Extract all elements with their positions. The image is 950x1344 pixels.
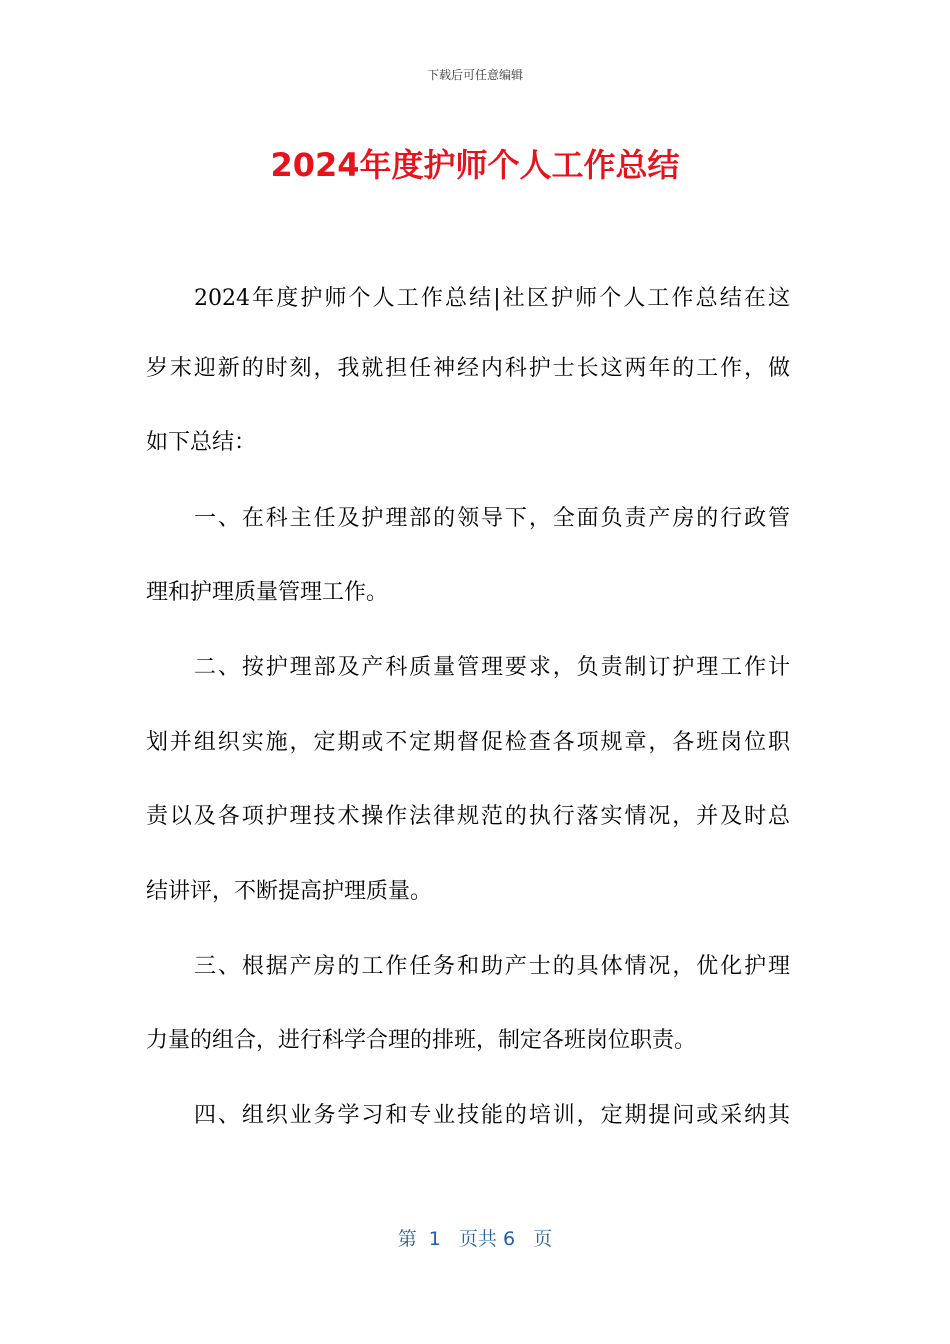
document-title: 2024年度护师个人工作总结 (270, 146, 680, 184)
body-line: 力量的组合，进行科学合理的排班，制定各班岗位职责。 (146, 1028, 697, 1053)
body-line: 如下总结： (146, 430, 257, 455)
body-line: 二、按护理部及产科质量管理要求，负责制订护理工作计 (194, 655, 790, 680)
body-line: 结讲评，不断提高护理质量。 (146, 879, 433, 904)
body-line: 岁末迎新的时刻，我就担任神经内科护士长这两年的工作，做 (146, 356, 790, 381)
body-line: 责以及各项护理技术操作法律规范的执行落实情况，并及时总 (146, 804, 790, 829)
body-line: 四、组织业务学习和专业技能的培训，定期提问或采纳其 (194, 1103, 790, 1128)
body-line: 理和护理质量管理工作。 (146, 580, 389, 605)
body-line: 2024年度护师个人工作总结|社区护师个人工作总结在这 (194, 286, 790, 311)
body-line: 一、在科主任及护理部的领导下，全面负责产房的行政管 (194, 506, 790, 531)
header-note: 下载后可任意编辑 (426, 68, 523, 82)
page-footer: 第 1 页共 6 页 (397, 1228, 553, 1250)
body-line: 划并组织实施，定期或不定期督促检查各项规章，各班岗位职 (146, 730, 790, 755)
body-line: 三、根据产房的工作任务和助产士的具体情况，优化护理 (194, 954, 790, 979)
